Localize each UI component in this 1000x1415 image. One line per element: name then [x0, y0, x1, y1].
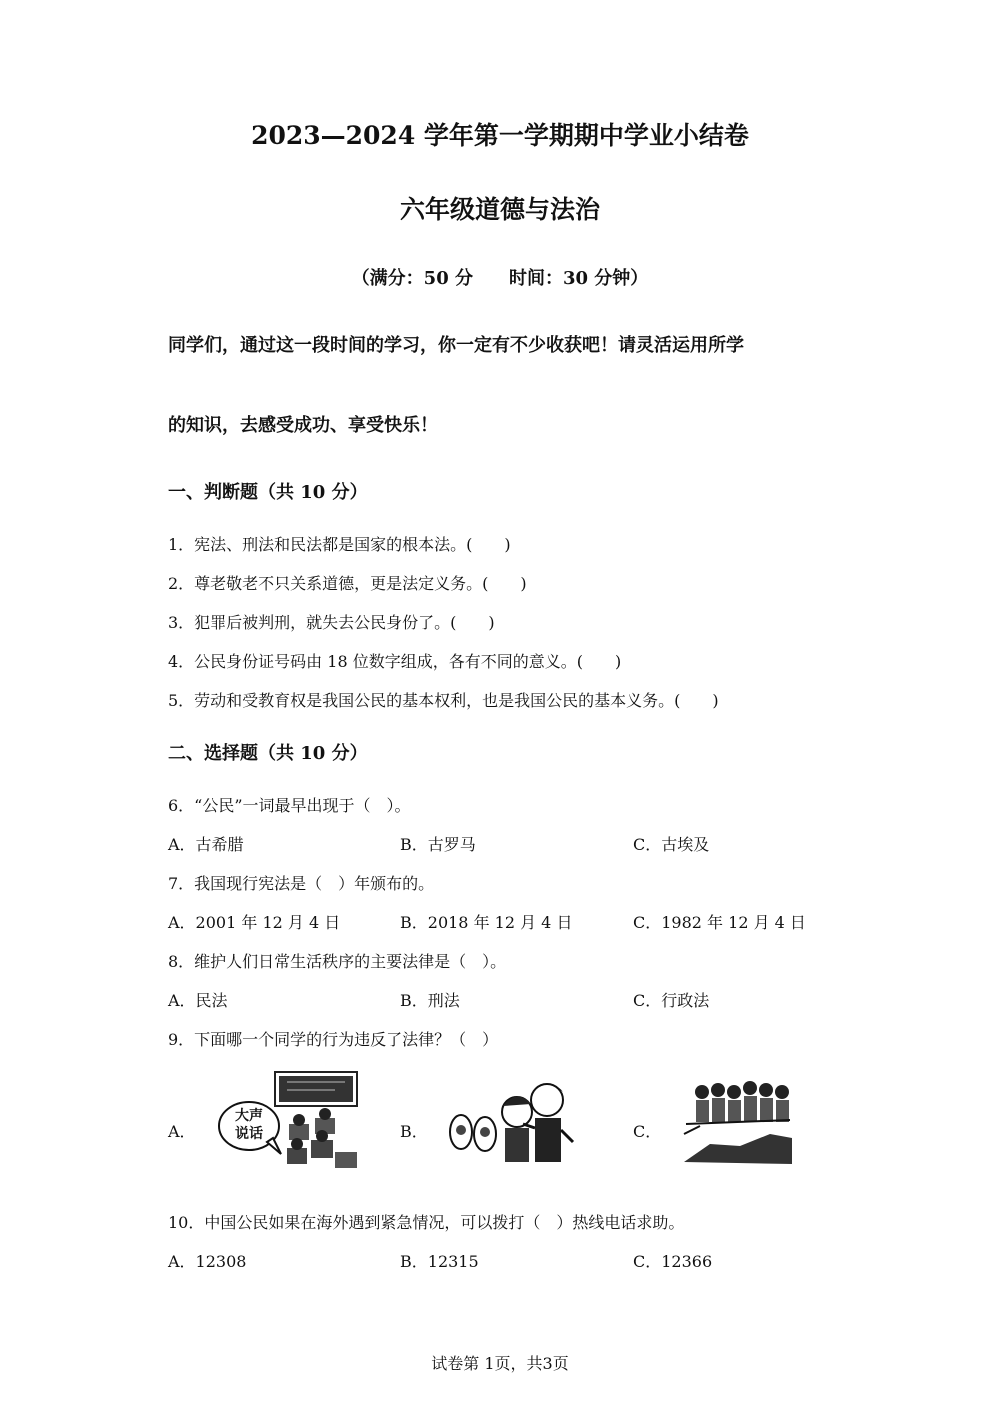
- exam-info: （满分：50 分 时间：30 分钟）: [351, 268, 649, 289]
- q10-option-b: B．12315: [400, 1252, 479, 1271]
- question-1: 1．宪法、刑法和民法都是国家的根本法。( ): [168, 535, 511, 554]
- q8-option-b: B．刑法: [400, 991, 460, 1010]
- q10-option-a: A．12308: [168, 1252, 247, 1271]
- q6-option-b: B．古罗马: [400, 835, 476, 854]
- intro-line-2: 的知识，去感受成功、享受快乐！: [168, 415, 438, 436]
- question-9: 9．下面哪一个同学的行为违反了法律？（ ）: [168, 1030, 499, 1049]
- bubble-text-line-1: 大声: [235, 1108, 263, 1124]
- q9-option-c: C．: [633, 1122, 662, 1141]
- q9-image-c: [680, 1074, 795, 1166]
- exam-title: 2023—2024 学年第一学期期中学业小结卷: [251, 121, 749, 150]
- q9-image-b: [445, 1070, 580, 1170]
- section-2-heading: 二、选择题（共 10 分）: [168, 743, 368, 764]
- question-4: 4．公民身份证号码由 18 位数字组成，各有不同的意义。( ): [168, 652, 622, 671]
- q9-image-a: [215, 1068, 365, 1178]
- q6-option-c: C．古埃及: [633, 835, 710, 854]
- q8-option-a: A．民法: [168, 991, 228, 1010]
- question-2: 2．尊老敬老不只关系道德，更是法定义务。( ): [168, 574, 527, 593]
- question-3: 3．犯罪后被判刑，就失去公民身份了。( ): [168, 613, 495, 632]
- question-10: 10．中国公民如果在海外遇到紧急情况，可以拨打（ ）热线电话求助。: [168, 1213, 685, 1232]
- q9-option-a: A．: [168, 1122, 196, 1141]
- page-footer: 试卷第 1页，共3页: [431, 1354, 569, 1373]
- question-7: 7．我国现行宪法是（ ）年颁布的。: [168, 874, 435, 893]
- q7-option-b: B．2018 年 12 月 4 日: [400, 913, 573, 932]
- q6-option-a: A．古希腊: [168, 835, 244, 854]
- q7-option-c: C．1982 年 12 月 4 日: [633, 913, 806, 932]
- question-6: 6．“公民”一词最早出现于（ ）。: [168, 796, 411, 815]
- question-8: 8．维护人们日常生活秩序的主要法律是（ ）。: [168, 952, 507, 971]
- bubble-text-line-2: 说话: [235, 1126, 263, 1142]
- q8-option-c: C．行政法: [633, 991, 710, 1010]
- q9-option-b: B．: [400, 1122, 428, 1141]
- question-5: 5．劳动和受教育权是我国公民的基本权利，也是我国公民的基本义务。( ): [168, 691, 719, 710]
- q7-option-a: A．2001 年 12 月 4 日: [168, 913, 341, 932]
- subject-title: 六年级道德与法治: [399, 195, 600, 224]
- q10-option-c: C．12366: [633, 1252, 713, 1271]
- intro-line-1: 同学们，通过这一段时间的学习，你一定有不少收获吧！请灵活运用所学: [168, 335, 744, 356]
- section-1-heading: 一、判断题（共 10 分）: [168, 482, 368, 503]
